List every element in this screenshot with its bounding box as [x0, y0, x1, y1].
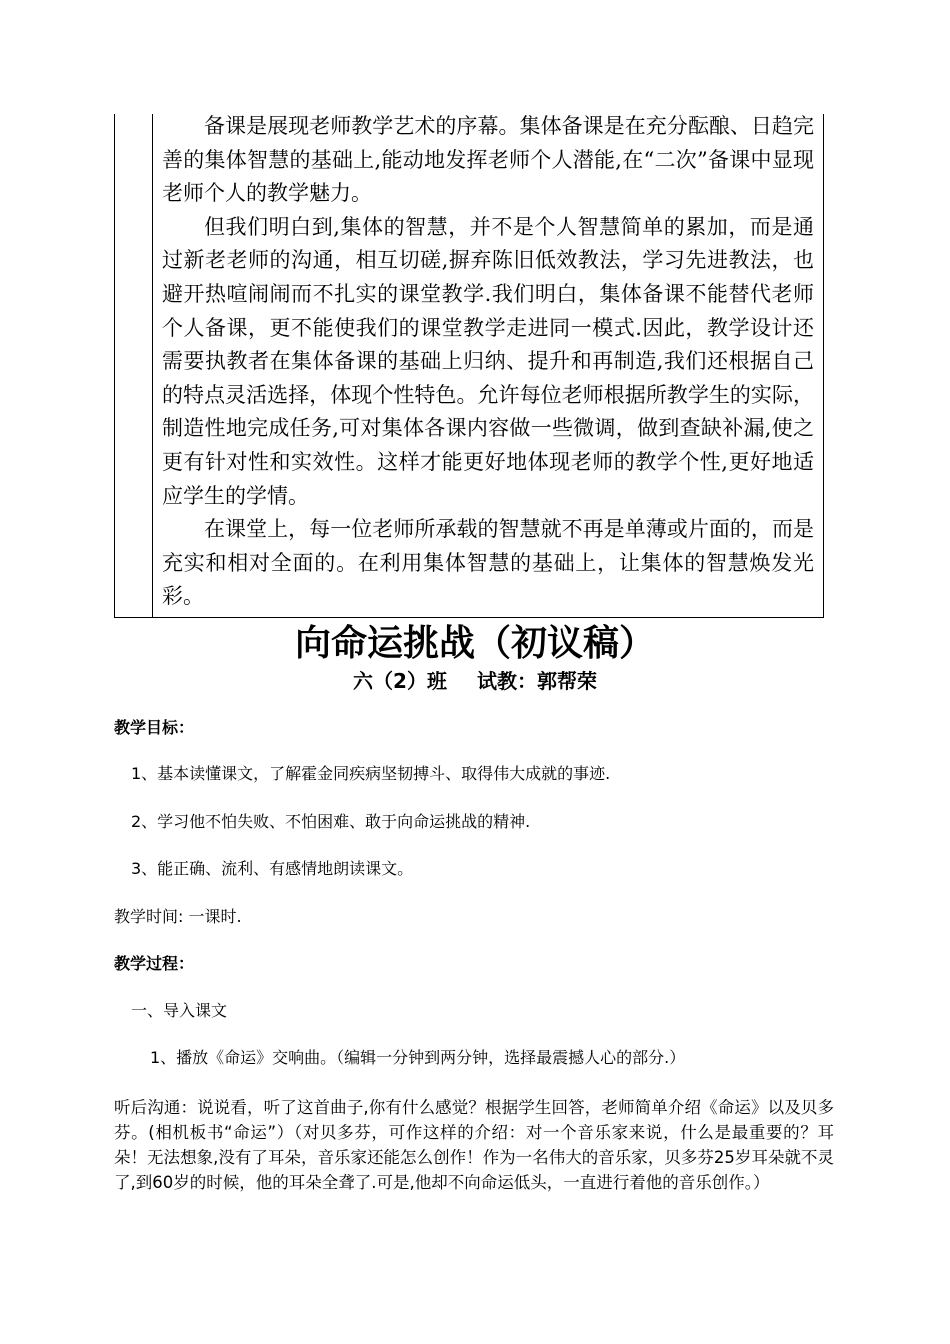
- step-one: 1、播放《命运》交响曲。（编辑一分钟到两分钟，选择最震撼人心的部分.）: [150, 1048, 686, 1067]
- process-heading: 教学过程：: [114, 954, 195, 973]
- teacher-label: 试教：郭帮荣: [476, 669, 597, 693]
- teaching-time: 教学时间: 一课时.: [114, 907, 242, 926]
- goal-item-2: 2、学习他不怕失败、不怕困难、敢于向命运挑战的精神.: [131, 812, 531, 831]
- reflection-cell: [162, 110, 814, 614]
- reflection-paragraph-3: 在课堂上，每一位老师所承载的智慧就不再是单薄或片面的，而是充实和相对全面的。在利用集体智慧的基础上，让集体的智慧焕发光彩。: [162, 517, 814, 609]
- lesson-title: 向命运挑战（初议稿）: [294, 623, 655, 664]
- goals-heading: 教学目标：: [114, 718, 195, 737]
- reflection-paragraph-1: 备课是展现老师教学艺术的序幕。集体备课是在充分酝酿、日趋完善的集体智慧的基础上,能动地发挥老师个人潜能,在“二次”备课中显现老师个人的教学魅力。: [162, 114, 814, 206]
- reflection-table: [114, 114, 824, 618]
- reflection-paragraph-2: 但我们明白到,集体的智慧，并不是个人智慧简单的累加，而是通过新老老师的沟通，相互切磋,摒弃陈旧低效教法，学习先进教法，也避开热喧闹闹而不扎实的课堂教学.我们明白，集体备课不能替代老师个人备课，更不能使我们的课堂教学走进同一模式.因此，教学设计还需要执教者在集体备课的基础上归纳、提升和再制造,我们还根据自己的特点灵活选择，体现个性特色。允许每位老师根据所教学生的实际，制造性地完成任务,可对集体各课内容做一些微调，做到查缺补漏,使之更有针对性和实效性。这样才能更好地体现老师的教学个性,更好地适应学生的学情。: [162, 214, 814, 508]
- goal-item-3: 3、能正确、流利、有感情地朗读课文。: [131, 859, 414, 878]
- table-column-divider: [152, 114, 153, 617]
- goal-item-1: 1、基本读懂课文，了解霍金同疾病坚韧搏斗、取得伟大成就的事迹.: [131, 764, 611, 783]
- lesson-subtitle: [0, 668, 950, 694]
- discussion-paragraph: 听后沟通：说说看，听了这首曲子,你有什么感觉？根据学生回答，老师简单介绍《命运》以及贝多芬。(相机板书“命运”）（对贝多芬，可作这样的介绍：对一个音乐家来说，什么是最重要的？耳朵！无法想象,没有了耳朵，音乐家还能怎么创作！作为一名伟大的音乐家，贝多芬25岁耳朵就不灵了,到60岁的时候，他的耳朵全聋了.可是,他却不向命运低头，一直进行着他的音乐创作。）: [114, 1098, 834, 1192]
- section-one-heading: 一、导入课文: [131, 1001, 228, 1020]
- class-label: 六（2）班: [353, 669, 447, 693]
